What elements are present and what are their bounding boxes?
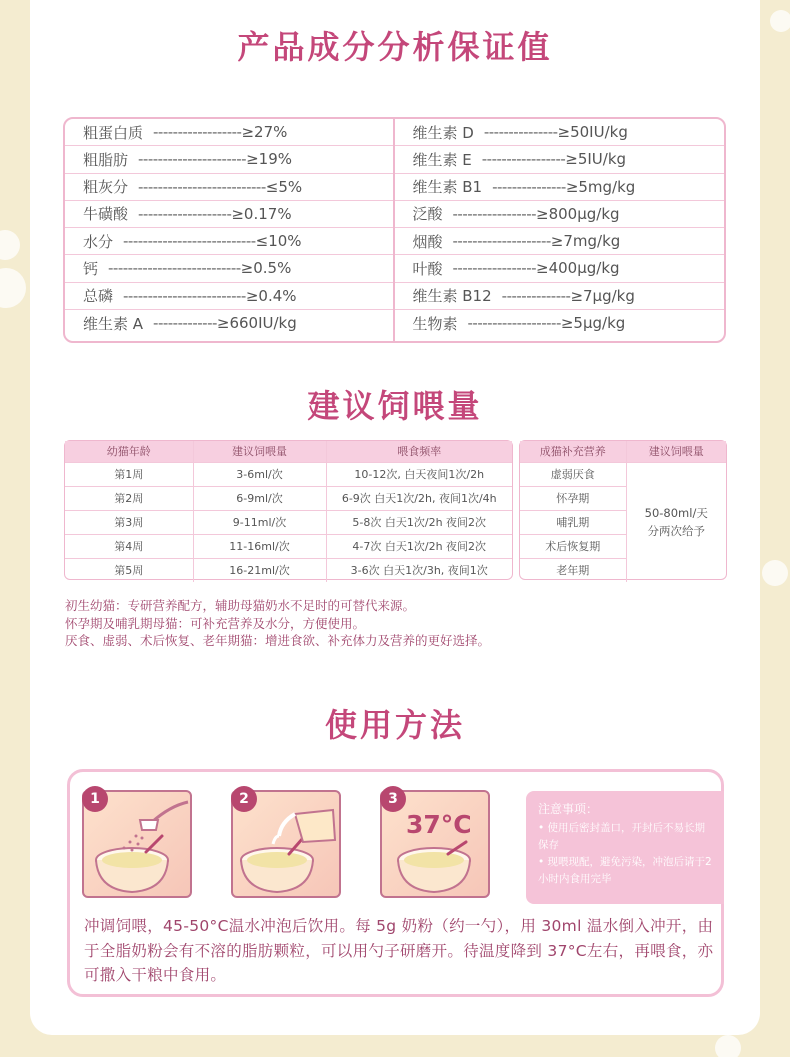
nutrient-row: 钙 --------------------------- ≥0.5%: [65, 255, 393, 282]
table-row: 术后恢复期: [520, 534, 726, 558]
table-row: 虚弱厌食 50-80ml/天 分两次给予: [520, 462, 726, 486]
nutrient-row: 烟酸 -------------------- ≥7mg/kg: [395, 228, 725, 255]
step-number: 1: [82, 786, 108, 812]
nutrient-row: 维生素 B12 -------------- ≥7μg/kg: [395, 283, 725, 310]
kitten-feeding-table: [65, 441, 512, 582]
nutrient-row: 维生素 B1 --------------- ≥5mg/kg: [395, 174, 725, 201]
table-row: 第2周 6-9ml/次 6-9次 白天1次/2h, 夜间1次/4h: [65, 486, 512, 510]
usage-instructions: 冲调饲喂，45-50°C温水冲泡后饮用。每 5g 奶粉（约一勺），用 30ml 温水倒入冲开，由于全脂奶粉会有不溶的脂肪颗粒，可以用勺子研磨开。待温度降到 37°C左右，再喂食，亦可撒入干粮中食用。: [84, 917, 714, 984]
nutrient-row: 维生素 D --------------- ≥50IU/kg: [395, 119, 725, 146]
nutrient-row: 粗灰分 -------------------------- ≤5%: [65, 174, 393, 201]
nutrient-row: 总磷 ------------------------- ≥0.4%: [65, 283, 393, 310]
notice-item: • 使用后密封盖口，开封后不易长期保存: [538, 822, 706, 851]
notice-title: 注意事项：: [538, 802, 599, 816]
table-header-row: 成猫补充营养 建议饲喂量: [520, 441, 726, 462]
analysis-title: 产品成分分析保证值: [237, 28, 553, 66]
nutrient-row: 水分 --------------------------- ≤10%: [65, 228, 393, 255]
table-row: 第3周 9-11ml/次 5-8次 白天1次/2h 夜间2次: [65, 510, 512, 534]
nutrient-row: 生物素 ------------------- ≥5μg/kg: [412, 314, 626, 333]
feeding-title: 建议饲喂量: [307, 387, 483, 425]
nutrient-column-right: [395, 119, 725, 341]
step-number: 2: [231, 786, 257, 812]
table-row: 第1周 3-6ml/次 10-12次, 白天夜间1次/2h: [65, 462, 512, 486]
temperature-label: 37°C: [406, 810, 472, 839]
nutrient-table: [63, 117, 726, 343]
notice-box: [526, 791, 724, 904]
bokeh-light: [0, 230, 20, 260]
nutrient-row: 维生素 A ------------- ≥660IU/kg: [83, 314, 297, 333]
nutrient-row: 维生素 E ----------------- ≥5IU/kg: [395, 146, 725, 173]
table-row: 第5周 16-21ml/次 3-6次 白天1次/3h, 夜间1次: [65, 558, 512, 582]
table-row: 怀孕期: [520, 486, 726, 510]
step-number: 3: [380, 786, 406, 812]
notice-item: • 现喂现配，避免污染，冲泡后请于2小时内食用完毕: [538, 856, 712, 885]
nutrient-row: 叶酸 ----------------- ≥400μg/kg: [395, 255, 725, 282]
bokeh-light: [715, 1035, 741, 1057]
table-row: 哺乳期: [520, 510, 726, 534]
table-row: 老年期: [520, 558, 726, 582]
adult-amount-cell: 50-80ml/天 分两次给予: [626, 462, 726, 582]
nutrient-row: 泛酸 ----------------- ≥800μg/kg: [395, 201, 725, 228]
nutrient-row: 牛磺酸 ------------------- ≥0.17%: [65, 201, 393, 228]
bokeh-light: [0, 268, 26, 308]
nutrient-row: 粗蛋白质 ------------------ ≥27%: [65, 119, 393, 146]
bokeh-light: [762, 560, 788, 586]
usage-title: 使用方法: [324, 706, 465, 744]
adult-feeding-table: [520, 441, 726, 582]
feeding-notes: 初生幼猫：专研营养配方，辅助母猫奶水不足时的可替代来源。 怀孕期及哺乳期母猫：可补充营养及水分，方便使用。 厌食、虚弱、术后恢复、老年期猫：增进食欲、补充体力及营养的更好选择。: [65, 598, 491, 648]
nutrient-row: 粗脂肪 ---------------------- ≥19%: [65, 146, 393, 173]
table-row: 第4周 11-16ml/次 4-7次 白天1次/2h 夜间2次: [65, 534, 512, 558]
nutrient-column-left: [65, 119, 395, 341]
table-header-row: 幼猫年龄 建议饲喂量 喂食频率: [65, 441, 512, 462]
